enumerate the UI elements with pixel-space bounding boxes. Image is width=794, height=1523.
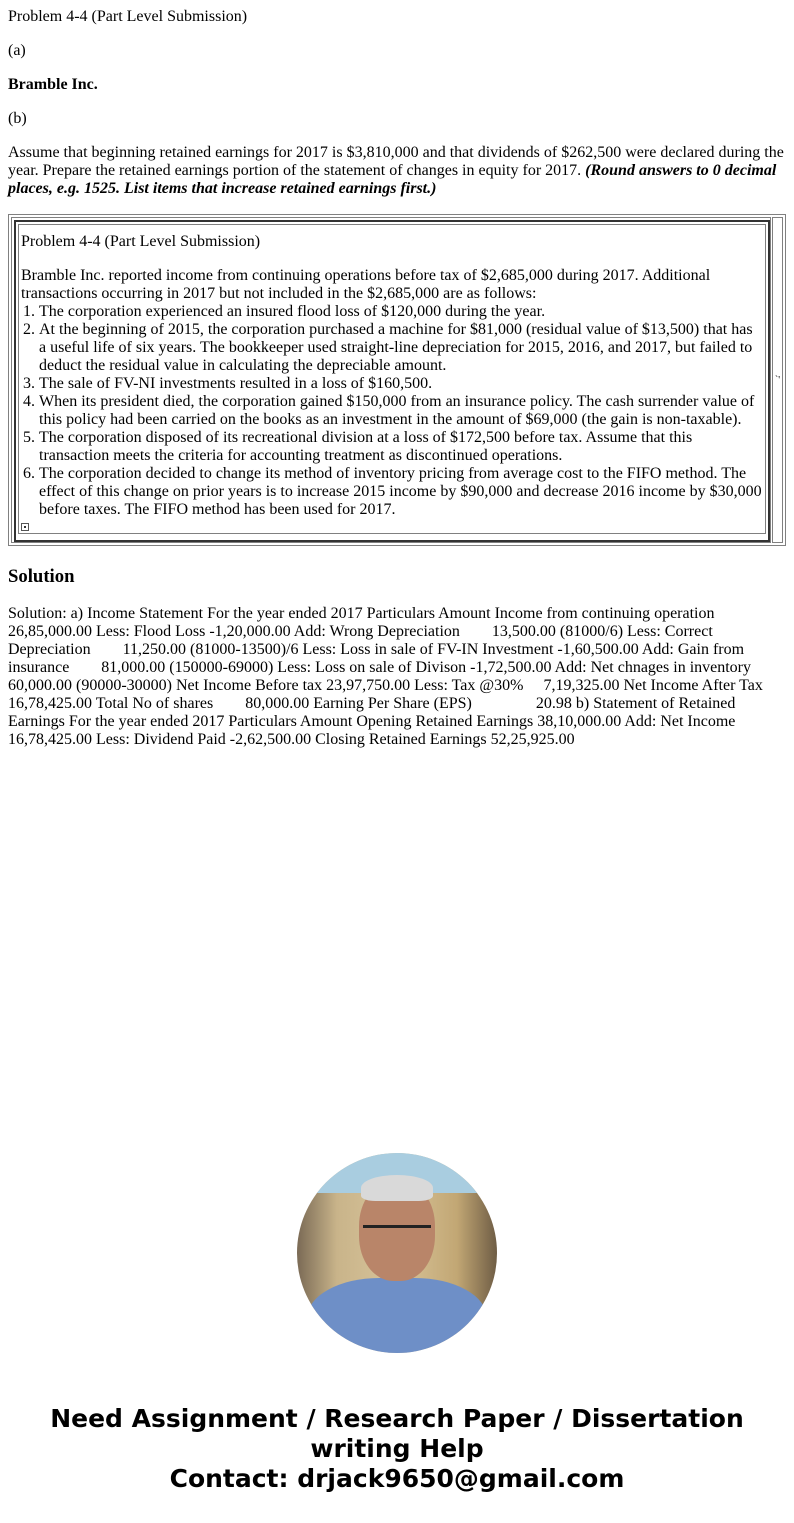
glasses-icon [363,1225,431,1244]
resize-handle-icon[interactable] [21,523,29,531]
solution-text: Solution: a) Income Statement For the year ended 2017 Particulars Amount Income from continuing operation 26,85,000.00 Less: Flood Loss -1,20,000.00 Add: Wrong Depreciation 13,500.00 (81000/6) Less: Correct Depreciation 11,250.00 (81000-13500)/6 Less: Loss in sale of FV-IN Investment -1,60,500.00 Add: Gain from insurance 81,000.00 (150000-69000) Less: Loss on sale of Divison -1,72,500.00 Add: Net chnages in inventory 60,000.00 (90000-30000) Net Income Before tax 23,97,750.00 Less: Tax @30% 7,19,325.00 Net Income After Tax 16,78,425.00 Total No of shares 80,000.00 Earning Per Share (EPS) 20.98 b) Statement of Retained Earnings For the year ended 2017 Particulars Amount Opening Retained Earnings 38,10,000.00 Add: Net Income 16,78,425.00 Less: Dividend Paid -2,62,500.00 Closing Retained Earnings 52,25,925.00 [8,605,767,748]
list-item: 3. The sale of FV-NI investments resulted in a loss of $160,500. [39,375,763,393]
contact-banner: Need Assignment / Research Paper / Dissertation writing Help Contact: drjack9650@gmail.com [0,1404,794,1494]
list-item: 1. The corporation experienced an insured flood loss of $120,000 during the year. [39,303,763,321]
question-section [8,0,786,214]
list-item: 5. The corporation disposed of its recreational division at a loss of $172,500 before tax. Assume that this transaction meets the criteria for accounting treatment as discontinued operations. [39,429,763,465]
list-item: 2. At the beginning of 2015, the corporation purchased a machine for $81,000 (residual value of $13,500) that has a useful life of six years. The bookkeeper used straight-line depreciation for 2015, 2016, and 2017, but failed to deduct the residual value in calculating the depreciable amount. [39,321,763,375]
list-item: 4. When its president died, the corporation gained $150,000 from an insurance policy. The cash surrender value of this policy had been carried on the books as an investment in the amount of $69,000 (the gain is non-taxable). [39,393,763,429]
instructions: Assume that beginning retained earnings for 2017 is $3,810,000 and that dividends of $262,500 were declared during the year. Prepare the retained earnings portion of the statement of changes in equity for 2017. (Round answers to 0 decimal places, e.g. 1525. List items that increase retained earnings first.) [8,144,784,197]
problem-box [8,214,786,546]
problem-content [18,224,766,534]
solution-section [8,566,786,749]
part-b-label: (b) [8,110,27,127]
side-cell: `' [772,217,783,543]
instructions-emphasis: (Round answers to 0 decimal places, e.g. 1525. List items that increase retained earnings first.) [8,162,777,197]
problem-box-title: Problem 4-4 (Part Level Submission) [21,233,261,250]
transaction-list [21,303,763,519]
problem-title: Problem 4-4 (Part Level Submission) [8,8,248,25]
part-a-label: (a) [8,42,26,59]
problem-intro: Bramble Inc. reported income from continuing operations before tax of $2,685,000 during 2017. Additional transactions occurring in 2017 but not included in the $2,685,000 are as follows: [21,267,711,302]
list-item: 6. The corporation decided to change its method of inventory pricing from average cost to the FIFO method. The effect of this change on prior years is to increase 2015 income by $90,000 and decrease 2016 income by $30,000 before taxes. The FIFO method has been used for 2017. [39,465,763,519]
contact-email: Contact: drjack9650@gmail.com [169,1464,625,1493]
author-avatar [297,1153,497,1353]
solution-heading: Solution [8,566,75,587]
company-name: Bramble Inc. [8,76,98,93]
